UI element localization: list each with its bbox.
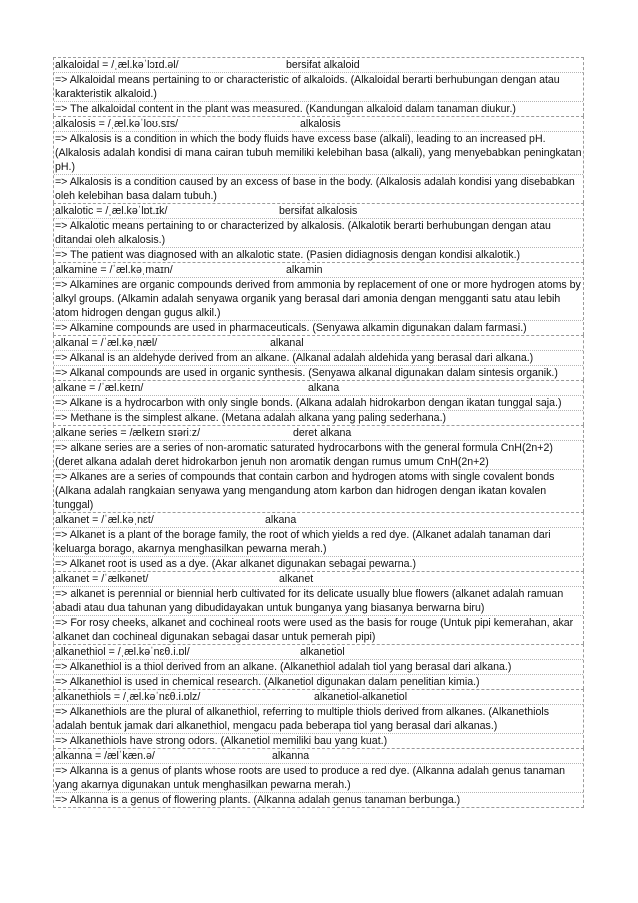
entry-term: alkanal = /ˈæl.kəˌnæl/ (55, 337, 158, 349)
entry-term: alkalosis = /ˌæl.kəˈloʊ.sɪs/ (55, 118, 179, 130)
glossary-entry (53, 57, 584, 116)
entry-header (54, 336, 583, 351)
entry-term: alkanethiol = /ˌæl.kəˈnɛθ.i.ɒl/ (55, 646, 190, 658)
entry-translation: bersifat alkaloid (286, 59, 360, 71)
glossary-entry (53, 116, 584, 203)
entry-translation: alkanal (270, 337, 304, 349)
entry-translation: alkanetiol (300, 646, 345, 658)
entry-header (54, 381, 583, 396)
example-sentence: => Alkanal compounds are used in organic synthesis. (Senyawa alkanal digunakan dalam sintesis organik.) (55, 367, 558, 379)
entry-header (54, 572, 583, 587)
example-sentence: => Alkanet root is used as a dye. (Akar alkanet digunakan sebagai pewarna.) (55, 558, 417, 570)
example-sentence: => alkane series are a series of non-aromatic saturated hydrocarbons with the general formula CnH(2n+2) (deret alkana adalah deret hidrokarbon jenuh non aromatik dengan rumus umum CnH(2n+2) (54, 441, 583, 470)
entry-term: alkalotic = /ˌæl.kəˈlɒt.ɪk/ (55, 205, 168, 217)
example-sentence: => Alkamine compounds are used in pharmaceuticals. (Senyawa alkamin digunakan dalam farmasi.) (55, 322, 527, 334)
entry-translation: alkanna (272, 750, 310, 762)
example-sentence: => Alkanethiols have strong odors. (Alkanetiol memiliki bau yang kuat.) (55, 735, 388, 747)
example-sentence: => Alkanethiol is a thiol derived from an alkane. (Alkanethiol adalah tiol yang berasal dari alkana.) (54, 660, 583, 675)
glossary-entry (53, 689, 584, 748)
example-sentence: => For rosy cheeks, alkanet and cochineal roots were used as the basis for rouge (Untuk pipi kemerahan, akar alkanet dan cochineal digunakan sebagai dasar untuk pemerah pipi) (55, 617, 574, 643)
entry-term: alkanna = /ælˈkæn.ə/ (55, 750, 155, 762)
example-sentence: => Alkanes are a series of compounds that contain carbon and hydrogen atoms with single covalent bonds (Alkana adalah rangkaian senyawa yang mengandung atom karbon dan hidrogen dengan ikatan kovalen tunggal) (55, 471, 555, 511)
example-sentence: => The alkaloidal content in the plant was measured. (Kandungan alkaloid dalam tanaman diukur.) (55, 103, 516, 115)
example-sentence: => Alkanna is a genus of plants whose roots are used to produce a red dye. (Alkanna adalah genus tanaman yang akarnya digunakan untuk menghasilkan pewarna merah.) (54, 764, 583, 793)
example-sentence: => Alkaloidal means pertaining to or characteristic of alkaloids. (Alkaloidal berarti berhubungan dengan atau karakteristik alkaloid.) (54, 73, 583, 102)
glossary-entry (53, 425, 584, 512)
example-sentence: => Alkanethiol is used in chemical research. (Alkanetiol digunakan dalam penelitian kimia.) (55, 676, 480, 688)
entry-header (54, 426, 583, 441)
entry-header (54, 513, 583, 528)
entry-term: alkane series = /ælkeɪn sɪəriːz/ (55, 427, 201, 439)
example-sentence: => Alkanet is a plant of the borage family, the root of which yields a red dye. (Alkanet adalah tanaman dari keluarga borago, akarnya menghasilkan pewarna merah.) (54, 528, 583, 557)
entry-translation: alkanet (279, 573, 314, 585)
entry-term: alkamine = /ˈæl.kəˌmaɪn/ (55, 264, 173, 276)
glossary-entry (53, 748, 584, 808)
example-sentence: => Methane is the simplest alkane. (Metana adalah alkana yang paling sederhana.) (55, 412, 447, 424)
entry-translation: alkana (265, 514, 297, 526)
glossary-entry (53, 262, 584, 335)
example-sentence: => Alkalosis is a condition caused by an excess of base in the body. (Alkalosis adalah kondisi yang disebabkan oleh kelebihan basa dalam tubuh.) (55, 176, 575, 202)
entry-term: alkanet = /ˈælkənet/ (55, 573, 149, 585)
glossary-entry (53, 571, 584, 644)
example-sentence: => Alkanal is an aldehyde derived from an alkane. (Alkanal adalah aldehida yang berasal dari alkana.) (54, 351, 583, 366)
entry-term: alkane = /ˈæl.keɪn/ (55, 382, 144, 394)
entry-header (54, 58, 583, 73)
entry-header (54, 117, 583, 132)
entry-header (54, 645, 583, 660)
entry-term: alkanethiols = /ˌæl.kəˈnɛθ.i.ɒlz/ (55, 691, 201, 703)
entry-header (54, 204, 583, 219)
example-sentence: => Alkanethiols are the plural of alkanethiol, referring to multiple thiols derived from alkanes. (Alkanethiols adalah bentuk jamak dari alkanethiol, mengacu pada beberapa tiol yang berasal dari alkanas.) (54, 705, 583, 734)
entry-translation: deret alkana (293, 427, 352, 439)
glossary-entry (53, 512, 584, 571)
example-sentence: => alkanet is perennial or biennial herb cultivated for its delicate usually blue flowers (alkanet adalah ramuan abadi atau dua tahunan yang dibudidayakan untuk bunganya yang biasanya berwarna biru) (54, 587, 583, 616)
entry-translation: alkalosis (300, 118, 341, 130)
entry-header (54, 263, 583, 278)
example-sentence: => Alkalotic means pertaining to or characterized by alkalosis. (Alkalotik berarti berhubungan dengan atau ditandai oleh alkalosis.) (54, 219, 583, 248)
entry-term: alkanet = /ˈæl.kəˌnɛt/ (55, 514, 154, 526)
glossary-page (53, 57, 584, 808)
glossary-entry (53, 380, 584, 425)
example-sentence: => Alkalosis is a condition in which the body fluids have excess base (alkali), leading to an increased pH. (Alkalosis adalah kondisi di mana cairan tubuh memiliki kelebihan basa (alkali), yang menyebabkan peningkatan pH.) (55, 133, 582, 173)
entry-header (54, 749, 583, 764)
entry-translation: alkana (308, 382, 340, 394)
entry-header (54, 690, 583, 705)
entry-term: alkaloidal = /ˌæl.kəˈlɔɪd.əl/ (55, 59, 179, 71)
entry-translation: alkanetiol-alkanetiol (314, 691, 408, 703)
glossary-entry (53, 203, 584, 262)
entry-translation: bersifat alkalosis (279, 205, 358, 217)
example-sentence: => Alkanna is a genus of flowering plants. (Alkanna adalah genus tanaman berbunga.) (55, 794, 461, 806)
glossary-entry (53, 644, 584, 689)
example-sentence: => The patient was diagnosed with an alkalotic state. (Pasien didiagnosis dengan kondisi alkalotik.) (55, 249, 521, 261)
glossary-entry (53, 335, 584, 380)
entry-translation: alkamin (286, 264, 323, 276)
example-sentence: => Alkane is a hydrocarbon with only single bonds. (Alkana adalah hidrokarbon dengan ikatan tunggal saja.) (54, 396, 583, 411)
example-sentence: => Alkamines are organic compounds derived from ammonia by replacement of one or more hydrogen atoms by alkyl groups. (Alkamin adalah senyawa organik yang berasal dari amonia dengan mengganti satu atau lebih atom hidrogen dengan gugus alkil.) (54, 278, 583, 321)
